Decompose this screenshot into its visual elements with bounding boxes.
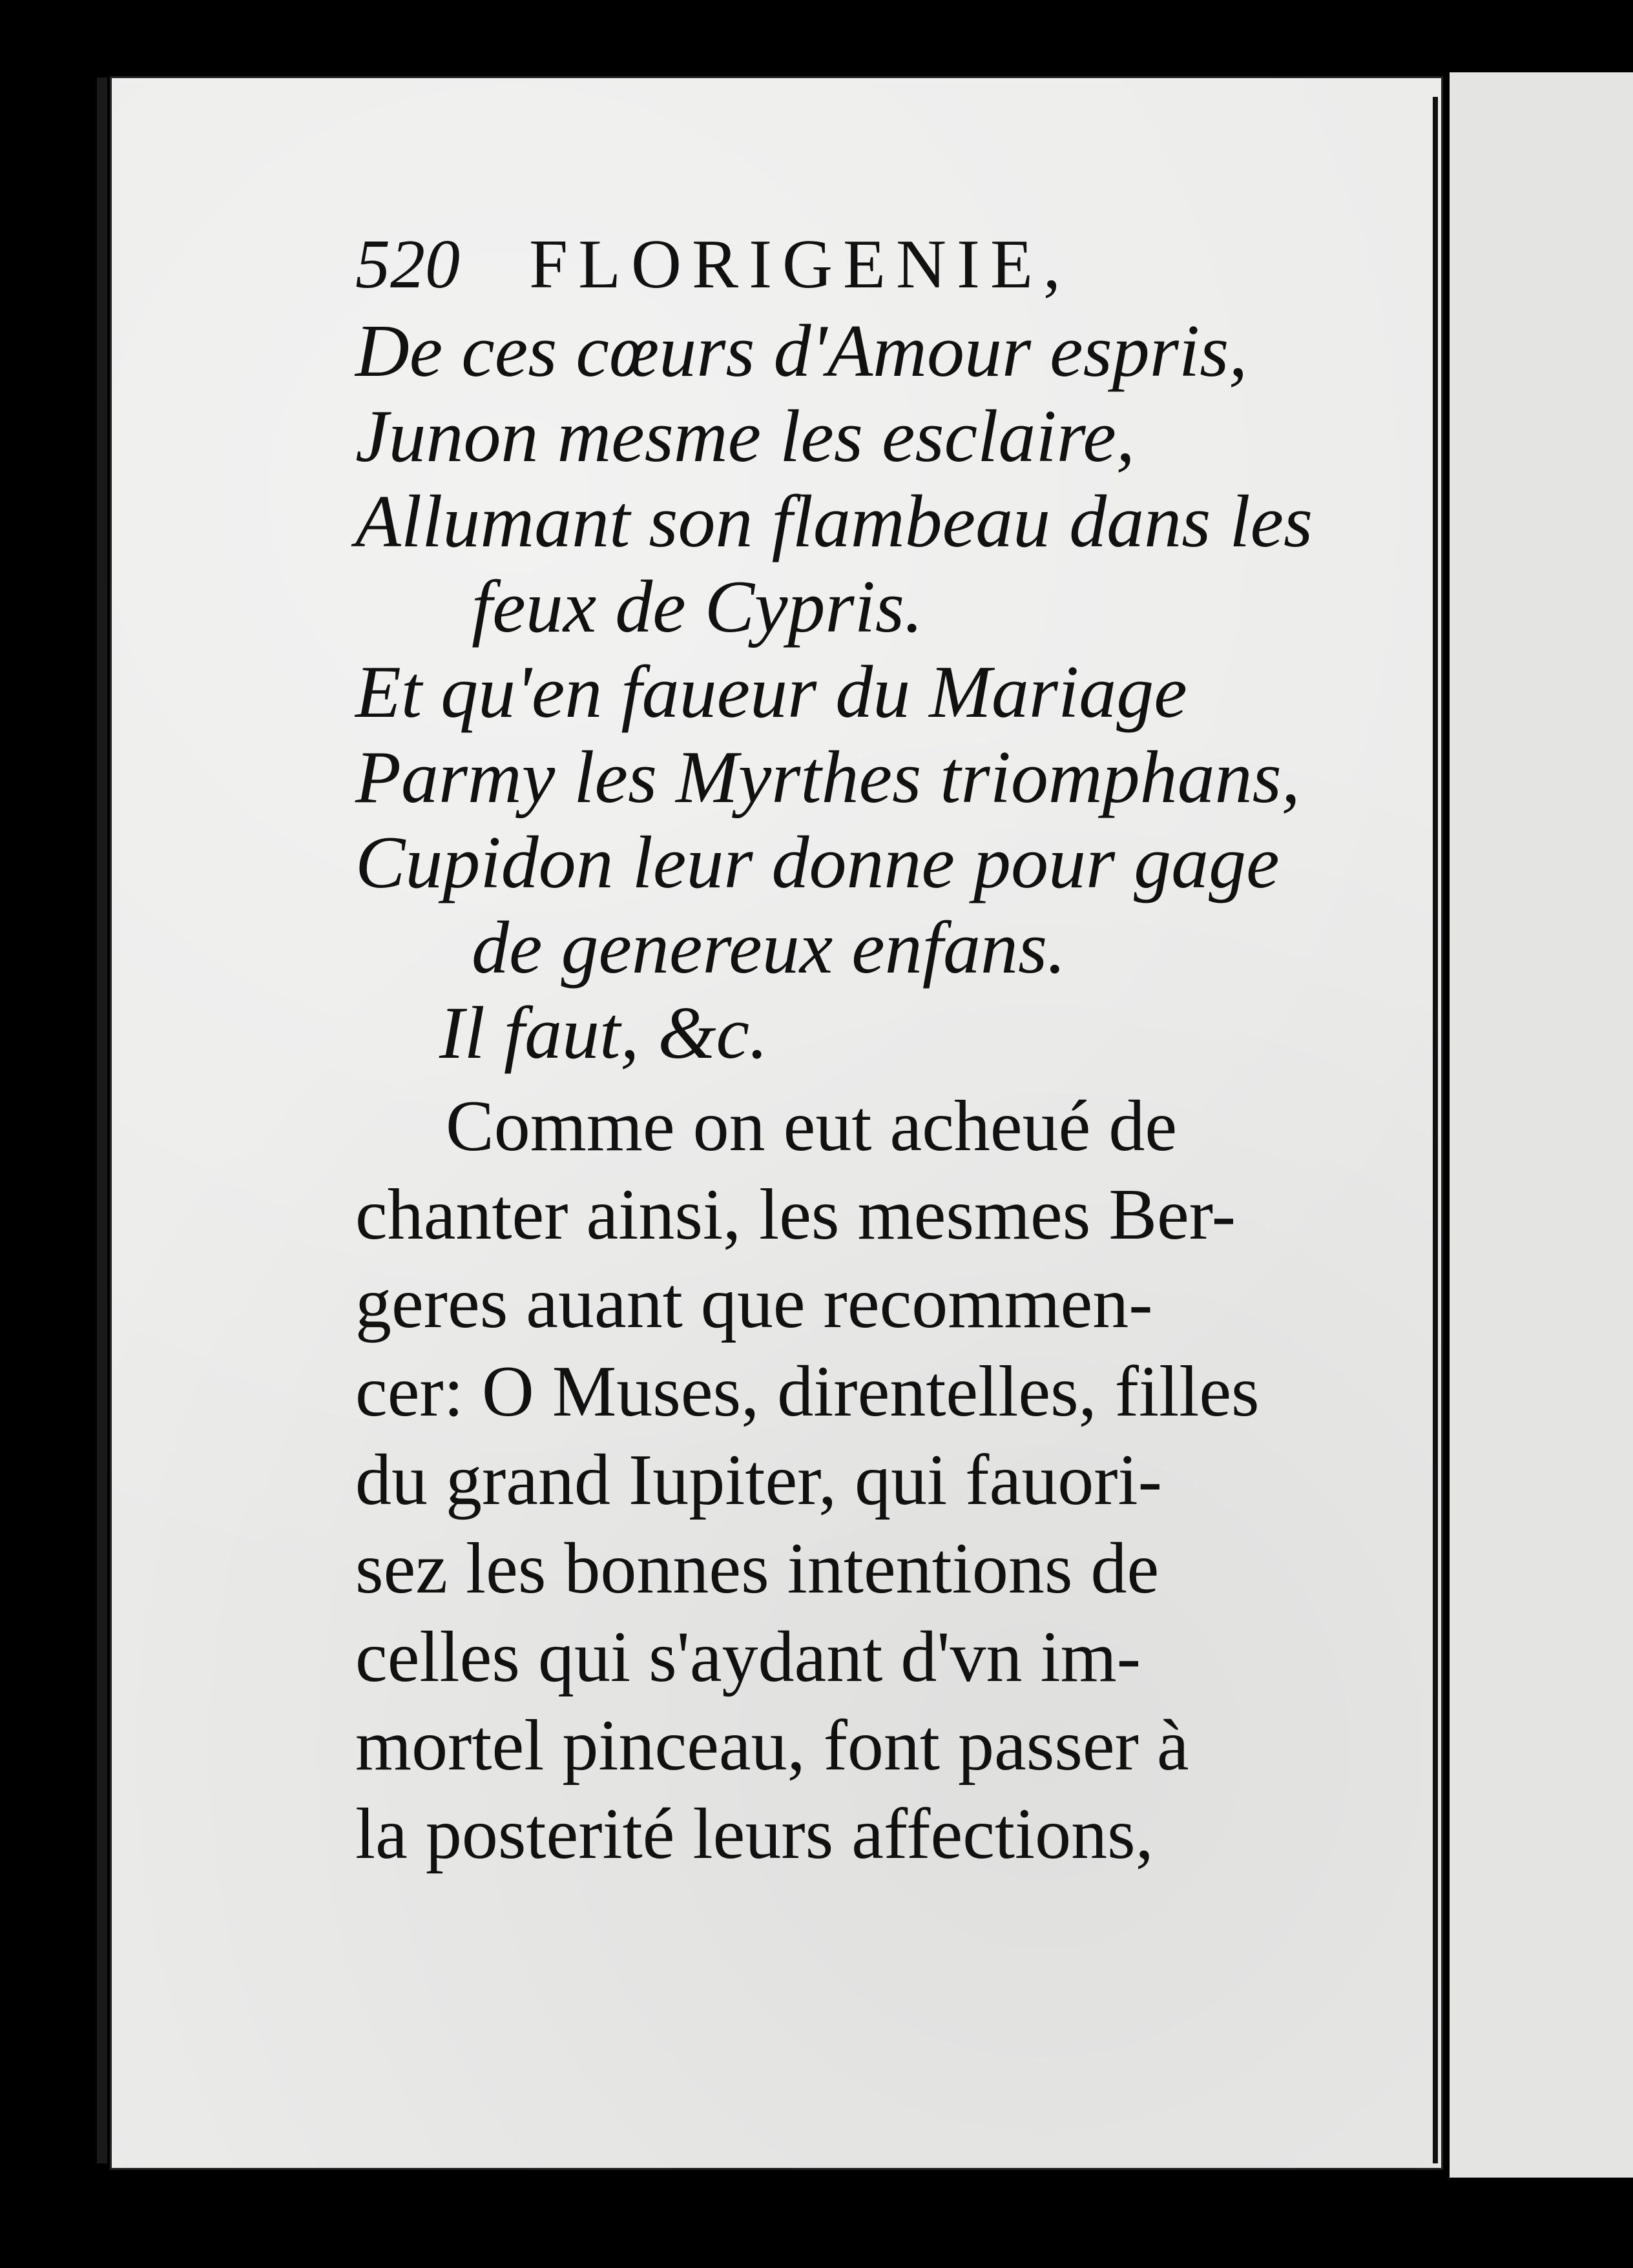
- verse-stanza: [355, 309, 1311, 1076]
- verse-line: de genereux enfans.: [472, 907, 1066, 989]
- prose-line: celles qui s'aydant d'vn im-: [355, 1617, 1141, 1697]
- page-text: [355, 226, 1311, 1879]
- prose-line: du grand Iupiter, qui fauori-: [355, 1440, 1162, 1520]
- running-title: FLORIGENIE,: [529, 226, 1071, 303]
- verse-line: Parmy les Myrthes triomphans,: [355, 736, 1300, 819]
- prose-line: Comme on eut acheué de: [446, 1086, 1178, 1166]
- refrain-line: Il faut, &c.: [439, 992, 769, 1075]
- prose-paragraph: [355, 1082, 1311, 1879]
- page-gutter: [1433, 97, 1438, 2163]
- prose-line: sez les bonnes intentions de: [355, 1529, 1160, 1609]
- verse-line: feux de Cypris.: [472, 566, 924, 648]
- verse-line: Allumant son flambeau dans les: [355, 480, 1313, 563]
- prose-line: mortel pinceau, font passer à: [355, 1706, 1189, 1786]
- page-number: 520: [355, 226, 460, 303]
- prose-line: la posterité leurs affections,: [355, 1794, 1154, 1874]
- prose-line: chanter ainsi, les mesmes Ber-: [355, 1175, 1236, 1255]
- facing-page-edge: [1450, 72, 1633, 2178]
- verse-line: Et qu'en faueur du Mariage: [355, 651, 1187, 734]
- page-header: [355, 226, 1311, 304]
- verse-line: Junon mesme les esclaire,: [355, 395, 1135, 478]
- prose-line: cer: O Muses, direntelles, filles: [355, 1352, 1260, 1432]
- verse-line: De ces cœurs d'Amour espris,: [355, 310, 1248, 393]
- verse-line: Cupidon leur donne pour gage: [355, 821, 1280, 904]
- prose-line: geres auant que recommen-: [355, 1263, 1153, 1343]
- page-left-edge: [97, 77, 107, 2163]
